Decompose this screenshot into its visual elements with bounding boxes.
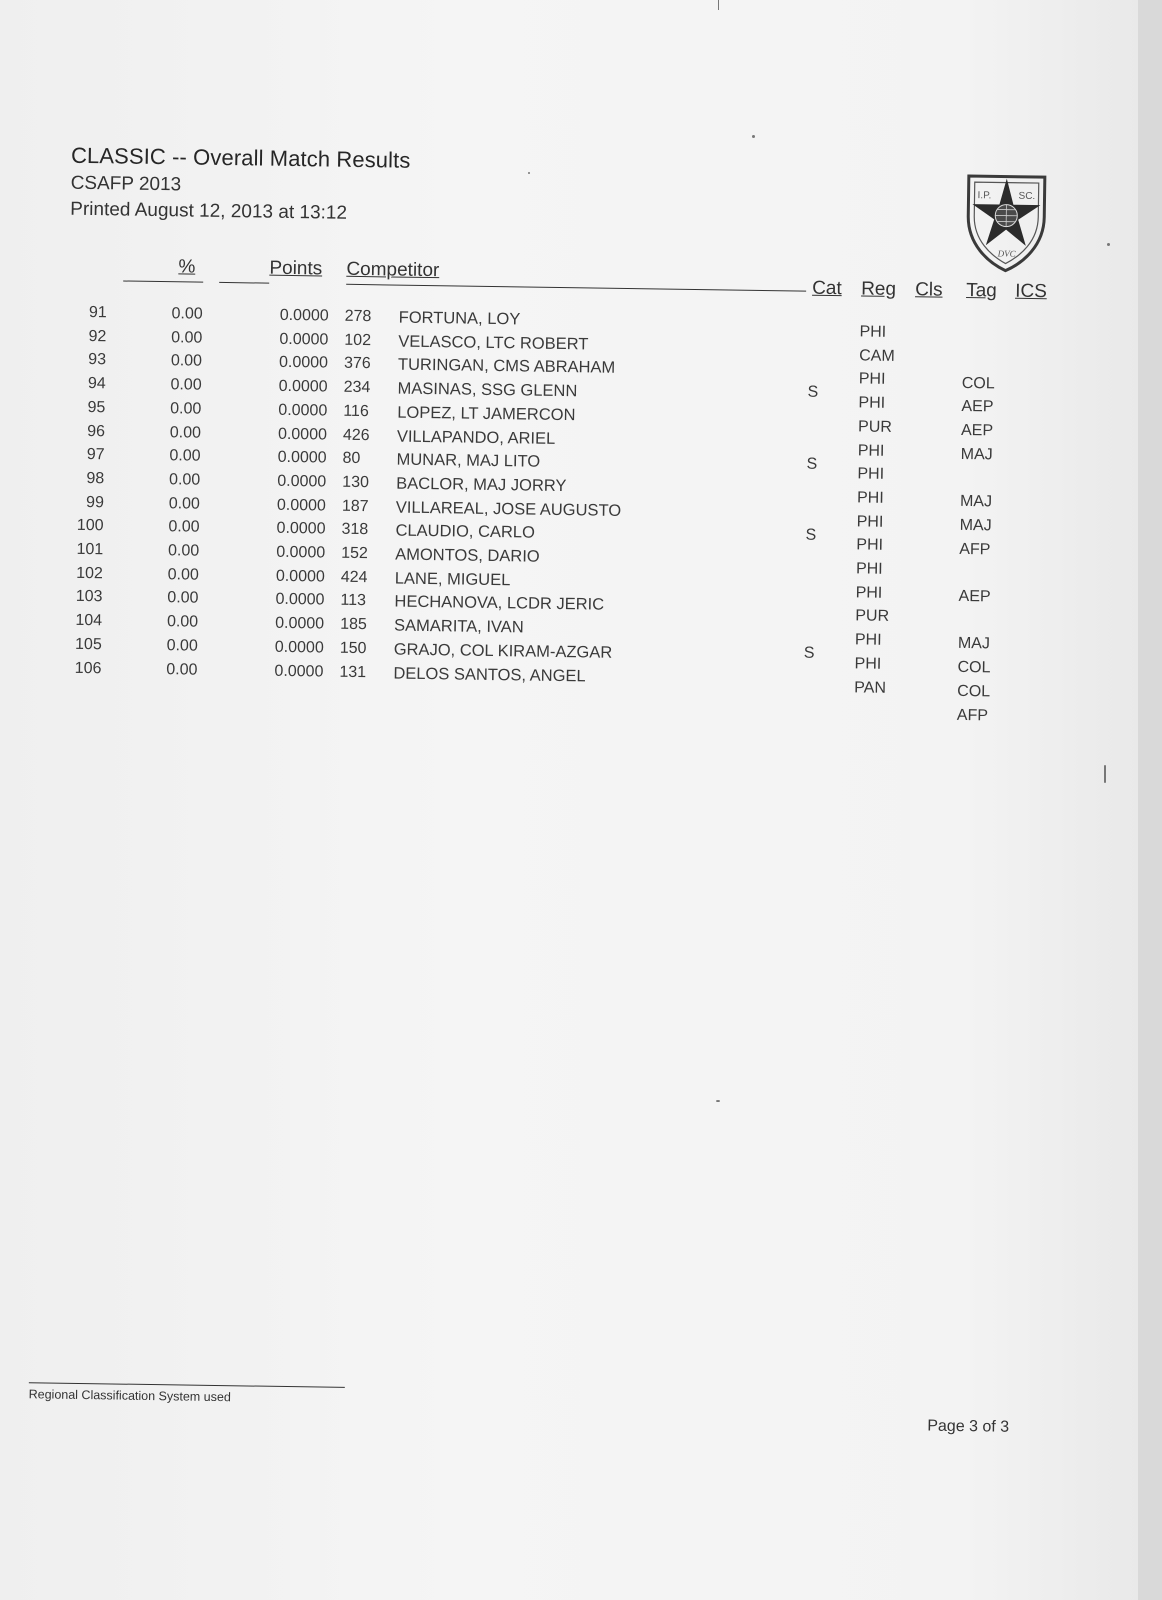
competitor-number-cell: 152 (341, 544, 369, 563)
region-cell: PHI (858, 394, 886, 412)
points-cell: 0.0000 (279, 330, 329, 349)
percent-cell: 0.00 (166, 636, 198, 655)
points-cell: 0.0000 (278, 354, 329, 372)
competitor-header (346, 259, 439, 282)
competitor-number-cell: 426 (342, 426, 370, 444)
percent-cell: 0.00 (166, 613, 199, 631)
percent-cell: 0.00 (167, 542, 200, 560)
tag-cell: AEP (961, 398, 994, 416)
reg-header: Reg (861, 278, 897, 300)
svg-text:I.P.: I.P. (977, 190, 992, 202)
tag-cell: COL (957, 659, 991, 677)
points-cell: 0.0000 (274, 662, 324, 681)
points-cell: 0.0000 (277, 472, 327, 491)
tag-cell: COL (961, 374, 995, 393)
points-cell: 0.0000 (275, 591, 325, 609)
tag-cell: AEP (960, 422, 994, 440)
points-cell: 0.0000 (274, 638, 324, 657)
points-cell: 0.0000 (276, 543, 326, 562)
competitor-name-cell: DELOS SANTOS, ANGEL (393, 664, 586, 685)
percent-cell: 0.00 (170, 376, 202, 394)
place-cell: 95 (87, 398, 106, 417)
percent-cell: 0.00 (168, 518, 200, 536)
cat-header: Cat (812, 277, 842, 300)
competitor-name-cell: FORTUNA, LOY (398, 308, 521, 329)
percent-cell: 0.00 (168, 471, 201, 489)
points-cell: 0.0000 (277, 425, 328, 444)
place-cell: 96 (87, 422, 106, 440)
region-cell: PHI (854, 631, 882, 649)
competitor-number-cell: 424 (340, 568, 368, 586)
place-cell: 92 (88, 327, 107, 345)
tag-cell: AFP (956, 706, 989, 724)
region-cell: PHI (857, 441, 885, 460)
percent-cell: 0.00 (170, 400, 202, 418)
percent-cell: 0.00 (169, 423, 202, 442)
scan-speck (716, 1100, 720, 1102)
ics-header: ICS (1014, 280, 1047, 303)
points-cell: 0.0000 (278, 401, 328, 420)
printed-date: Printed August 12, 2013 at 13:12 (70, 198, 348, 224)
competitor-number-cell: 185 (340, 615, 367, 634)
competitor-number-cell: 376 (343, 355, 371, 373)
competitor-number-cell: 150 (339, 639, 367, 657)
region-cell: PHI (854, 655, 882, 673)
competitor-number-cell: 113 (340, 592, 367, 610)
competitor-name-cell: SAMARITA, IVAN (393, 616, 524, 637)
points-cell: 0.0000 (276, 496, 327, 515)
place-cell: 103 (75, 588, 103, 606)
percent-cell: 0.00 (171, 328, 203, 347)
place-cell: 102 (76, 564, 103, 582)
place-cell: 105 (74, 635, 102, 654)
percent-cell: 0.00 (169, 447, 201, 465)
footer-note: Regional Classification System used (28, 1387, 231, 1405)
competitor-name-cell: VILLAREAL, JOSE AUGUSTO (395, 498, 622, 520)
competitor-name-cell: HECHANOVA, LCDR JERIC (394, 592, 605, 615)
cat-cell: S (805, 526, 817, 544)
region-cell: PHI (857, 465, 885, 483)
place-cell: 106 (74, 659, 102, 677)
competitor-number-cell: 80 (342, 449, 361, 468)
place-cell: 99 (85, 493, 105, 511)
pct-header-rule (123, 280, 203, 282)
region-cell: PAN (854, 678, 887, 697)
competitor-number-cell: 102 (344, 331, 372, 349)
scan-speck (718, 0, 719, 10)
place-cell: 97 (86, 446, 105, 464)
tag-cell: AEP (958, 587, 991, 606)
points-cell: 0.0000 (275, 614, 325, 633)
percent-cell: 0.00 (170, 352, 203, 371)
competitor-name-cell: TURINGAN, CMS ABRAHAM (397, 355, 616, 378)
points-header: Points (269, 257, 323, 280)
points-cell: 0.0000 (278, 377, 328, 396)
scan-speck (752, 135, 755, 138)
competitor-number-cell: 131 (339, 663, 367, 681)
competitor-name-cell: VELASCO, LTC ROBERT (398, 332, 589, 354)
cls-header: Cls (915, 279, 943, 301)
percent-cell: 0.00 (167, 565, 199, 584)
svg-text:DVC: DVC (997, 248, 1016, 259)
competitor-number-cell: 318 (341, 521, 369, 539)
points-header-rule (219, 282, 269, 284)
region-cell: PHI (856, 512, 884, 531)
cat-cell: S (806, 455, 818, 473)
region-cell: CAM (859, 347, 895, 365)
competitor-name-cell: BACLOR, MAJ JORRY (396, 474, 567, 495)
match-name: CSAFP 2013 (70, 172, 182, 196)
region-cell: PHI (858, 370, 886, 389)
percent-cell: 0.00 (166, 660, 198, 679)
tag-cell: MAJ (959, 516, 992, 535)
competitor-name-cell: LANE, MIGUEL (394, 569, 511, 589)
competitor-number-cell: 130 (342, 473, 370, 492)
region-cell: PHI (856, 536, 884, 555)
region-cell: PHI (859, 323, 887, 341)
competitor-name-cell: GRAJO, COL KIRAM-AZGAR (393, 640, 613, 662)
region-cell: PHI (856, 489, 884, 507)
competitor-header-label: Competitor (346, 258, 440, 282)
scan-speck (1104, 765, 1106, 783)
competitor-name-cell: AMONTOS, DARIO (395, 545, 540, 566)
competitor-name-cell: MUNAR, MAJ LITO (396, 450, 541, 471)
region-cell: PUR (855, 607, 890, 626)
percent-cell: 0.00 (168, 494, 201, 513)
place-cell: 100 (76, 517, 104, 535)
competitor-name-cell: MASINAS, SSG GLENN (397, 379, 578, 401)
scan-speck (528, 172, 530, 174)
tag-cell: MAJ (960, 445, 993, 464)
competitor-number-cell: 234 (343, 378, 371, 397)
place-cell: 93 (88, 351, 107, 369)
page-title: CLASSIC -- Overall Match Results (70, 142, 411, 173)
percent-cell: 0.00 (171, 305, 203, 323)
points-cell: 0.0000 (279, 306, 329, 325)
tag-cell: AFP (959, 540, 991, 558)
competitor-header-rule (346, 284, 806, 292)
pct-header: % (178, 256, 196, 278)
place-cell: 94 (87, 375, 106, 393)
place-cell: 98 (86, 469, 105, 488)
page-number: Page 3 of 3 (927, 1417, 1010, 1436)
place-cell: 101 (76, 540, 104, 559)
place-cell: 104 (75, 611, 103, 630)
competitor-name-cell: CLAUDIO, CARLO (395, 521, 536, 542)
tag-header: Tag (965, 280, 997, 302)
region-cell: PHI (855, 560, 883, 578)
points-cell: 0.0000 (277, 448, 327, 467)
competitor-number-cell: 187 (341, 497, 369, 515)
tag-cell: MAJ (957, 635, 991, 653)
svg-text:SC.: SC. (1018, 190, 1036, 203)
competitor-name-cell: VILLAPANDO, ARIEL (396, 427, 556, 448)
points-cell: 0.0000 (275, 567, 325, 586)
competitor-number-cell: 278 (344, 307, 372, 326)
tag-cell: COL (957, 682, 991, 701)
competitor-name-cell: LOPEZ, LT JAMERCON (397, 403, 576, 425)
region-cell: PUR (857, 418, 893, 436)
ipsc-shield-logo-icon (963, 168, 1049, 273)
cat-cell: S (803, 644, 815, 662)
points-cell: 0.0000 (276, 520, 326, 538)
cat-cell: S (807, 384, 819, 402)
place-cell: 91 (88, 303, 107, 322)
percent-cell: 0.00 (167, 589, 199, 608)
scan-speck (1107, 243, 1110, 246)
tag-cell: MAJ (959, 493, 993, 511)
competitor-number-cell: 116 (343, 402, 369, 420)
region-cell: PHI (855, 584, 883, 602)
